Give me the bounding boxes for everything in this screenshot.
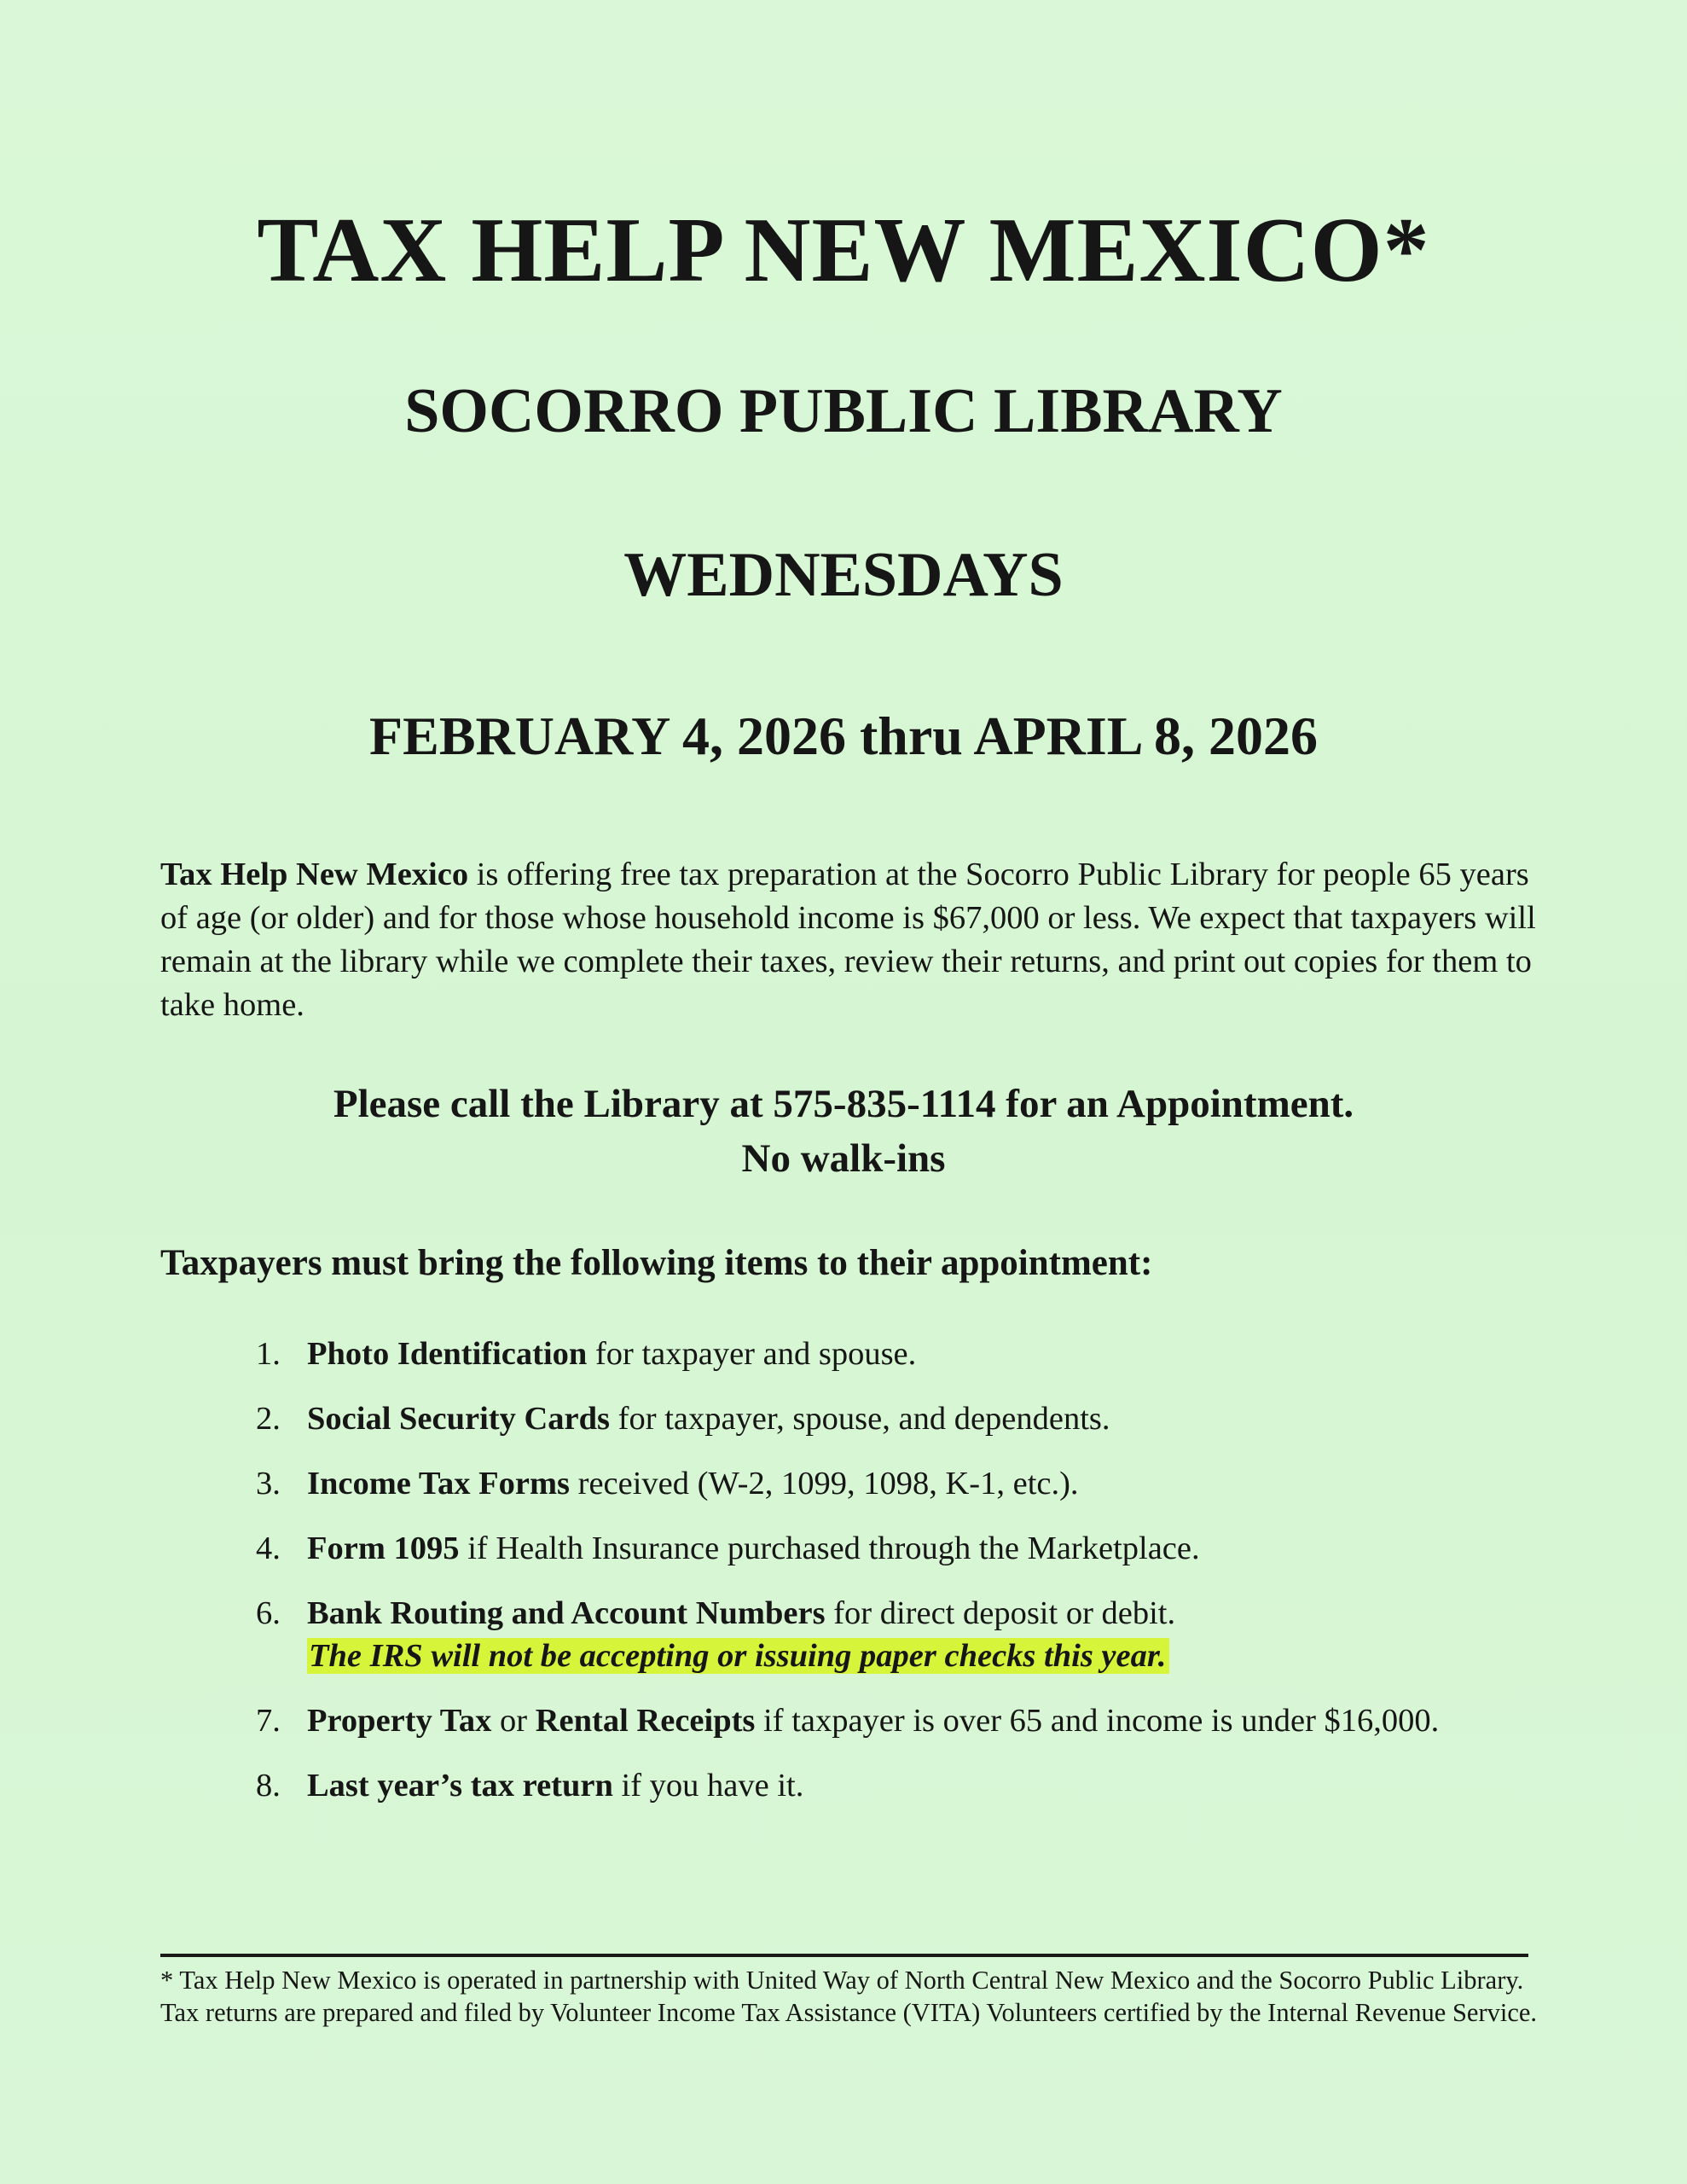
list-item	[256, 1527, 1467, 1570]
item-title: Last year’s tax return	[307, 1768, 613, 1804]
footnote: * Tax Help New Mexico is operated in partnership with United Way of North Central New Mexico and the Socorro Public Library. Tax returns are prepared and filed by Volunteer Income Tax Assistance (VITA) Volunteers certified by the Internal Revenue Service.	[160, 1966, 1538, 2027]
item-text: if taxpayer is over 65 and income is under $16,000.	[755, 1703, 1440, 1739]
items-list	[256, 1333, 1467, 1807]
list-item	[256, 1764, 1467, 1807]
item-title: Property Tax	[307, 1703, 492, 1739]
item-text: received (W-2, 1099, 1098, K-1, etc.).	[570, 1466, 1079, 1502]
appointment-call-line: Please call the Library at 575-835-1114 for an Appointment.	[333, 1082, 1354, 1126]
item-text: if you have it.	[612, 1768, 804, 1804]
item-text: for direct deposit or debit.	[825, 1595, 1176, 1631]
item-number: 1.	[256, 1336, 281, 1372]
item-text: for taxpayer and spouse.	[587, 1336, 917, 1372]
item-number: 2.	[256, 1401, 281, 1437]
intro-text: is offering free tax preparation at the Socorro Public Library for people 65 years of age (or older) and for those whose household income is $67,000 or less. We expect that taxpayers will remain at the library while we complete their taxes, review their returns, and print out copies for them to take home.	[160, 857, 1536, 1023]
intro-org-name: Tax Help New Mexico	[160, 857, 469, 892]
item-text: if Health Insurance purchased through the Marketplace.	[459, 1531, 1200, 1566]
library-name: SOCORRO PUBLIC LIBRARY	[404, 376, 1283, 446]
list-item	[256, 1397, 1467, 1440]
list-item	[256, 1462, 1467, 1505]
list-item	[256, 1592, 1467, 1677]
bring-items-heading: Taxpayers must bring the following items to their appointment:	[160, 1243, 1153, 1283]
item-number: 7.	[256, 1703, 281, 1739]
no-walk-ins-line: No walk-ins	[741, 1136, 946, 1181]
item-title-secondary: Rental Receipts	[535, 1703, 756, 1739]
paper-checks-warning: The IRS will not be accepting or issuing paper checks this year.	[307, 1638, 1169, 1674]
item-text: for taxpayer, spouse, and dependents.	[610, 1401, 1110, 1437]
item-title: Income Tax Forms	[307, 1466, 570, 1502]
item-number: 6.	[256, 1595, 281, 1631]
list-item	[256, 1333, 1467, 1375]
item-title: Form 1095	[307, 1531, 460, 1566]
item-number: 8.	[256, 1768, 281, 1804]
item-number: 4.	[256, 1531, 281, 1566]
item-title: Bank Routing and Account Numbers	[307, 1595, 826, 1631]
list-item	[256, 1699, 1467, 1742]
item-title: Social Security Cards	[307, 1401, 611, 1437]
flyer-title: TAX HELP NEW MEXICO*	[257, 200, 1430, 301]
intro-paragraph	[160, 853, 1542, 1027]
date-range: FEBRUARY 4, 2026 thru APRIL 8, 2026	[369, 706, 1318, 766]
item-number: 3.	[256, 1466, 281, 1502]
footnote-divider	[160, 1954, 1528, 1957]
item-connector: or	[491, 1703, 536, 1739]
item-title: Photo Identification	[307, 1336, 588, 1372]
appointment-notice	[0, 1077, 1687, 1186]
day-heading: WEDNESDAYS	[623, 540, 1064, 610]
